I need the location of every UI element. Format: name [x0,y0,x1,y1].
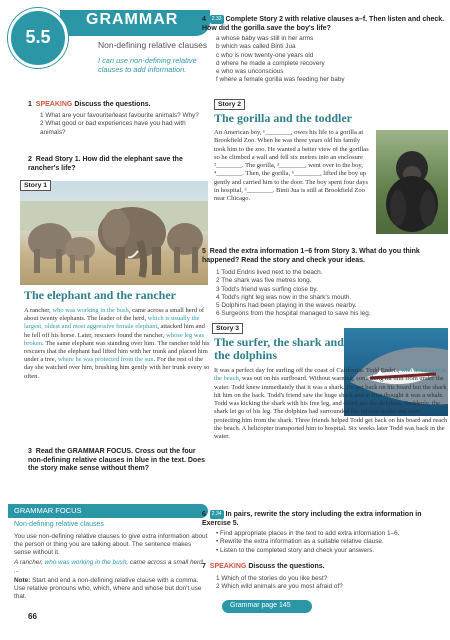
relative-clause: whose leg was broken [24,331,205,347]
list-item: 1 What are your favourite/least favourite animals? Why? [40,112,199,119]
story-3-label: Story 3 [212,323,243,334]
task-instruction: Read Story 1. How did the elephant save the rancher's life? [28,156,183,172]
grammar-focus-subtitle: Non-defining relative clauses [14,521,104,528]
task-7-list [216,575,446,592]
task-instruction: Read the GRAMMAR FOCUS. Cross out the four non-defining relative clauses in blue in the text. Does the story make sense without them? [28,448,205,473]
list-item: e who was unconscious [216,68,284,76]
task-instruction: Discuss the questions. [248,563,325,570]
list-item: b which was called Binti Jua [216,43,296,51]
list-item: 1 Todd Endris lived next to the beach. [216,269,323,276]
list-item: • Find appropriate places in the text to add extra information 1–6. [216,530,400,537]
task-number: 6 [202,511,206,518]
audio-track-icon[interactable]: 2.33 [211,16,222,22]
task-number: 7 [202,563,206,570]
list-item: 3 Todd's friend was surfing close by. [216,285,318,293]
list-item: a whose baby was still in her arms [216,35,314,42]
speaking-label: SPEAKING [209,563,247,570]
list-item: • Listen to the completed story and check your answers. [216,546,375,554]
page-number: 66 [28,612,37,621]
elephant-photo [20,181,208,285]
story-3-title: The surfer, the shark and the dolphins [214,335,344,362]
list-item: d where he made a complete recovery [216,59,325,67]
gorilla-image [376,130,448,234]
story-2-label: Story 2 [214,99,245,110]
list-item: 6 Surgeons from the hospital managed to save his leg. [216,310,371,318]
task-instruction: Complete Story 2 with relative clauses a–f. Then listen and check. How did the gorilla save the boy's life? [202,16,445,32]
task-5 [202,248,448,265]
task-7 [202,563,448,572]
list-item: c who is now twenty-one years old [216,51,314,59]
relative-clause: who lived next to the beach [214,367,447,383]
grammar-focus-title: GRAMMAR FOCUS [14,506,82,515]
story-1-body: A rancher, who was working in the bush, came across a small herd of about twenty elephants. The leader of the herd, which is usually the largest, oldest and most aggressive female elephant, attacked him and he fell off his horse. Later, rescuers found the rancher, whose leg was broken. The same elephant was standing over him. The rancher told his rescuers that the elephant had lifted him with her trunk and placed him under a tree, where he was protected from the sun. For the rest of the day she watched over him, brushing him gently with her trunk every so often. [24,307,210,380]
list-item: • Rewrite the extra information as a suitable relative clause. [216,538,384,546]
story-1-title: The elephant and the rancher [24,288,177,302]
list-item: 2 The shark was five metres long. [216,277,312,285]
relative-clause: who was working in the bush [52,307,129,314]
grammar-focus-example: A rancher, who was working in the bush, came across a small herd ... [14,559,203,574]
task-instruction: Discuss the questions. [74,101,151,108]
task-instruction: In pairs, rewrite the story including the extra information in Exercise 5. [202,511,422,527]
task-4-options [216,35,446,85]
grammar-focus-note: Note: Start and end a non-defining relative clause with a comma. Use relative pronouns who, which, where and whose but don't use that. [14,577,202,600]
list-item: 2 What good or bad experiences have you had with animals? [40,120,186,136]
grammar-focus-rule: You use non-defining relative clauses to give extra information about the person or thing you are talking about. The sentence makes sense without it. [14,533,208,556]
story-2-body: An American boy, ¹________, owes his life to a gorilla at Brookfield Zoo. When he was three years old his family took him to the zoo. He wanted a better view of the gorillas so he climbed a wall and fell six metres into an enclosure ²________. The gorilla, ³________, went over to the boy, ⁴________. Then, the gorilla, ⁵________, lifted the boy up gently and carried him to the door. The boy spent four days in hospital, ⁶________. Binti Jua is still at Brookfield Zoo near Chicago. [214,129,369,203]
list-item: 4 Todd's right leg was now in the shark's mouth. [216,293,352,301]
task-2 [28,156,208,173]
elephants-image [20,181,208,285]
task-6-list [216,530,446,555]
task-1-list [40,112,208,137]
unit-number: 5.5 [25,27,51,47]
task-6 [202,510,448,528]
list-item: f where a female gorilla was feeding her baby [216,76,345,84]
list-item: 5 Dolphins had been playing in the waves nearby. [216,302,357,310]
gorilla-photo [376,130,448,234]
lesson-goal: I can use non-defining relative clauses to add information. [98,56,197,74]
audio-track-icon[interactable]: 2.34 [211,511,222,517]
story-1-label: Story 1 [20,180,51,191]
task-number: 4 [202,16,206,23]
lesson-subtitle: Non-defining relative clauses [98,40,208,50]
story-2-title: The gorilla and the toddler [214,111,353,125]
speaking-label: SPEAKING [35,101,73,108]
task-3 [28,448,208,474]
relative-clause: where he was protected from the sun [57,356,154,364]
task-number: 2 [28,156,32,163]
relative-clause: which is usually the largest, oldest and most aggressive female elephant [24,315,200,331]
grammar-reference-link[interactable]: Grammar page 145 [230,602,291,609]
task-instruction: Read the extra information 1–6 from Story 3. What do you think happened? Read the story and check your ideas. [202,248,420,264]
task-number: 3 [28,448,32,455]
task-4 [202,15,448,33]
story-3-body: It was a perfect day for surfing off the coast of California. Todd Endris, who lived next to the beach, was out on his surfboard. Without warning, something hit him from under the water. Todd knew immediately that it was a shark. He got back on his board but the shark hit him on the back. Todd's friend saw the huge shark and at first thought it was a whale. Todd was kicking the shark with his free leg, and didn't see the dolphins. Suddenly, the shark let go of his leg. The dolphins had surrounded the injured surfer and were protecting him from the shark. Three friends helped Todd get back on his board and reach the beach. A helicopter transported him to hospital. Six weeks later Todd was back in the water. [214,367,448,441]
list-item: 1 Which of the stories do you like best? [216,575,328,582]
section-title: GRAMMAR [86,11,179,28]
task-number: 5 [202,248,206,255]
list-item: 2 Which wild animals are you most afraid of? [216,583,343,591]
task-number: 1 [28,101,32,108]
task-5-list [216,269,446,319]
task-1 [28,101,208,110]
